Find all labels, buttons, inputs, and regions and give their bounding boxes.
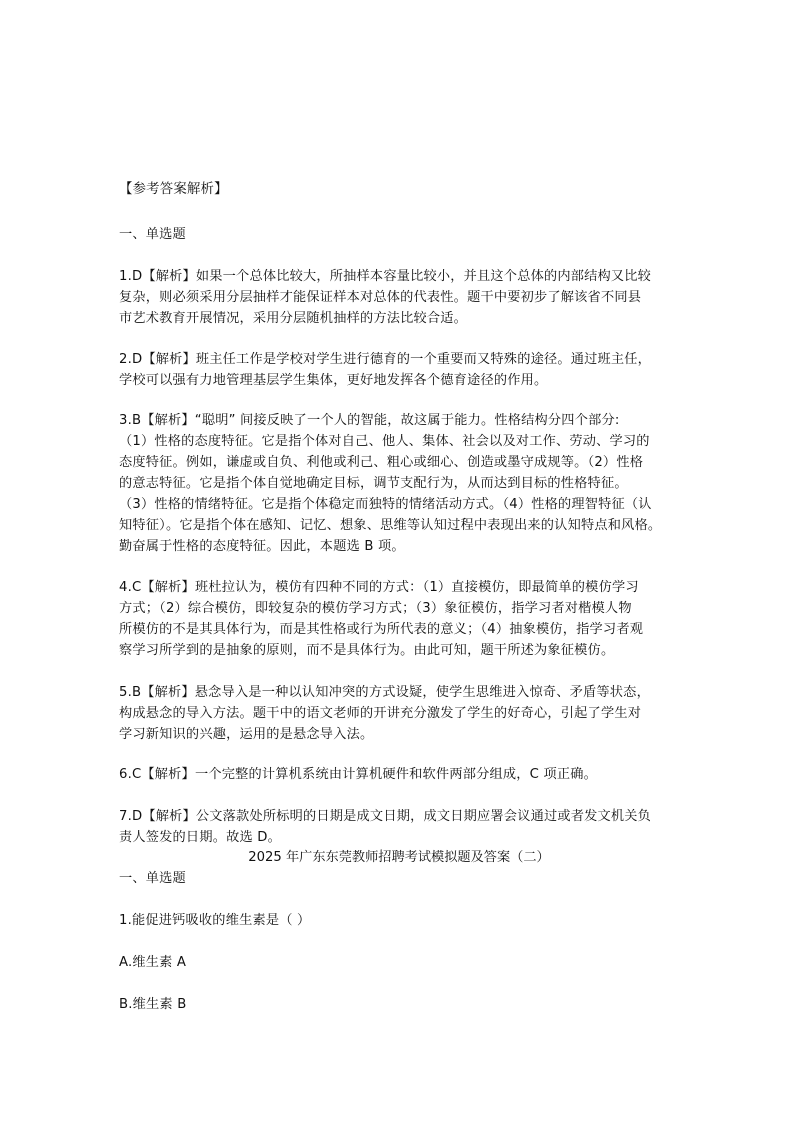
answer-head: 6.C【解析】	[119, 767, 195, 782]
answer-line: （1）性格的态度特征。它是指个体对自己、他人、集体、社会以及对工作、劳动、学习的	[119, 434, 650, 449]
answer-head: 1.D【解析】	[119, 269, 196, 284]
answer-head: 2.D【解析】	[119, 352, 196, 367]
answers-heading: 【参考答案解析】	[119, 182, 228, 197]
answer-item-3	[119, 410, 689, 557]
answer-line: 察学习所学到的是抽象的原则，而不是具体行为。由此可知，题干所述为象征模仿。	[119, 643, 615, 658]
answer-item-7	[119, 806, 689, 848]
answer-line: 勤奋属于性格的态度特征。因此，本题选 B 项。	[119, 539, 405, 554]
answer-line: 学校可以强有力地管理基层学生集体，更好地发挥各个德育途径的作用。	[119, 373, 548, 388]
answer-item-1	[119, 266, 689, 329]
exam-title: 2025 年广东东莞教师招聘考试模拟题及答案（二）	[248, 850, 550, 865]
option-a: A.维生素 A	[119, 955, 187, 970]
answer-line: 构成悬念的导入方法。题干中的语文老师的开讲充分激发了学生的好奇心，引起了学生对	[119, 706, 642, 721]
answer-line: 方式；（2）综合模仿，即较复杂的模仿学习方式；（3）象征模仿，指学习者对楷模人物	[119, 601, 632, 616]
answer-line: 知特征）。它是指个体在感知、记忆、想象、思维等认知过程中表现出来的认知特点和风格。	[119, 518, 662, 533]
answer-line: 责人签发的日期。故选 D。	[119, 830, 282, 845]
answer-text: 一个完整的计算机系统由计算机硬件和软件两部分组成，C 项正确。	[194, 767, 597, 782]
answer-head: 7.D【解析】	[119, 809, 196, 824]
answer-text: “聪明” 间接反映了一个人的智能，故这属于能力。性格结构分四个部分:	[194, 413, 620, 428]
answer-item-2	[119, 349, 689, 391]
answer-item-6	[119, 764, 689, 785]
answer-head: 5.B【解析】	[119, 685, 195, 700]
answer-line	[119, 410, 689, 431]
answer-head: 4.C【解析】	[119, 580, 195, 595]
answer-line: 市艺术教育开展情况，采用分层随机抽样的方法比较合适。	[119, 311, 468, 326]
answer-line: （3）性格的情绪特征。它是指个体稳定而独特的情绪活动方式。（4）性格的理智特征（认	[119, 497, 652, 512]
exam-section-title: 一、单选题	[119, 871, 186, 886]
answer-text: 如果一个总体比较大，所抽样本容量比较小，并且这个总体的内部结构又比较	[195, 269, 652, 284]
question-1: 1.能促进钙吸收的维生素是（ ）	[119, 913, 311, 928]
answer-line	[119, 764, 689, 785]
answer-line	[119, 349, 689, 370]
answer-text: 班杜拉认为，模仿有四种不同的方式：（1）直接模仿，即最简单的模仿学习	[194, 580, 639, 595]
answer-item-5	[119, 682, 689, 745]
answer-text: 悬念导入是一种以认知冲突的方式设疑，使学生思维进入惊奇、矛盾等状态，	[194, 685, 650, 700]
answer-line	[119, 266, 689, 287]
answer-line: 复杂，则必须采用分层抽样才能保证样本对总体的代表性。题干中要初步了解该省不同县	[119, 290, 642, 305]
answer-text: 公文落款处所标明的日期是成文日期，成文日期应署会议通过或者发文机关负	[195, 809, 652, 824]
answers-section-title: 一、单选题	[119, 227, 186, 242]
option-b: B.维生素 B	[119, 997, 187, 1012]
answer-item-4	[119, 577, 689, 661]
answer-text: 班主任工作是学校对学生进行德育的一个重要而又特殊的途径。通过班主任，	[195, 352, 652, 367]
answer-line: 学习新知识的兴趣，运用的是悬念导入法。	[119, 727, 374, 742]
answer-line	[119, 577, 689, 598]
answer-line	[119, 806, 689, 827]
answer-line: 态度特征。例如，谦虚或自负、利他或利己、粗心或细心、创造或墨守成规等。（2）性格	[119, 455, 644, 470]
answer-line: 的意志特征。它是指个体自觉地确定目标，调节支配行为，从而达到目标的性格特征。	[119, 476, 628, 491]
answer-line	[119, 682, 689, 703]
answer-head: 3.B【解析】	[119, 413, 195, 428]
answer-line: 所模仿的不是其具体行为，而是其性格或行为所代表的意义；（4）抽象模仿，指学习者观	[119, 622, 644, 637]
